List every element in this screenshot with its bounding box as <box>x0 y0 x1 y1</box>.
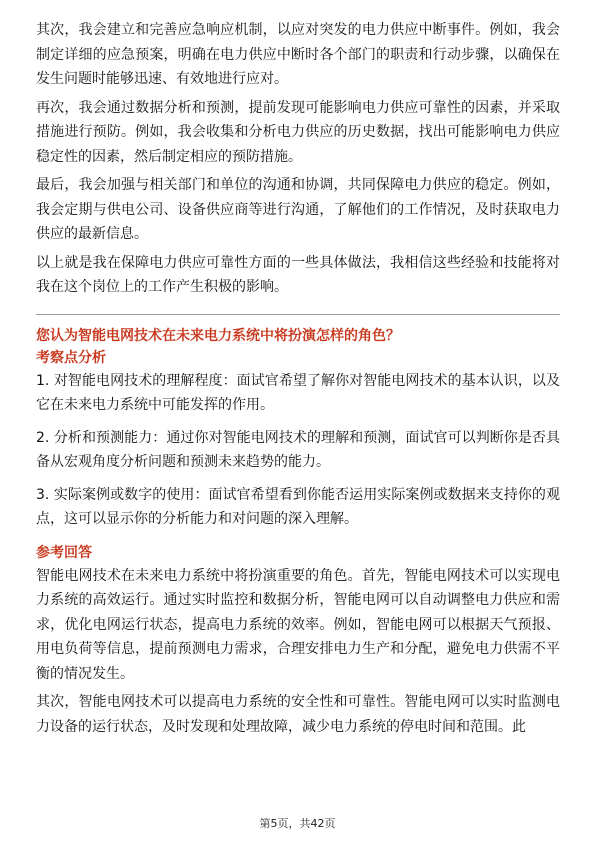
intro-paragraph: 其次，我会建立和完善应急响应机制，以应对突发的电力供应中断事件。例如，我会制定详细的应急预案，明确在电力供应中断时各个部门的职责和行动步骤，以确保在发生问题时能够迅速、有效地进行应对。 <box>36 22 560 87</box>
page-number: 第5页，共42页 <box>259 817 336 830</box>
answer-paragraph: 智能电网技术在未来电力系统中将扮演重要的角色。首先，智能电网技术可以实现电力系统的高效运行。通过实时监控和数据分析，智能电网可以自动调整电力供应和需求，优化电网运行状态，提高电力系统的效率。例如，智能电网可以根据天气预报、用电负荷等信息，提前预测电力需求，合理安排电力生产和分配，避免电力供需不平衡的情况发生。 <box>36 567 560 682</box>
analysis-item: 2. 分析和预测能力：通过你对智能电网技术的理解和预测，面试官可以判断你是否具备从宏观角度分析问题和预测未来趋势的能力。 <box>36 429 560 470</box>
section-divider <box>36 314 560 315</box>
intro-paragraph: 最后，我会加强与相关部门和单位的沟通和协调，共同保障电力供应的稳定。例如，我会定期与供电公司、设备供应商等进行沟通，了解他们的工作情况，及时获取电力供应的最新信息。 <box>36 177 560 242</box>
document-page <box>36 18 560 743</box>
intro-paragraph: 再次，我会通过数据分析和预测，提前发现可能影响电力供应可靠性的因素，并采取措施进行预防。例如，我会收集和分析电力供应的历史数据，找出可能影响电力供应稳定性的因素，然后制定相应的预防措施。 <box>36 99 560 165</box>
analysis-item: 1. 对智能电网技术的理解程度：面试官希望了解你对智能电网技术的基本认识，以及它在未来电力系统中可能发挥的作用。 <box>36 372 560 413</box>
analysis-item: 3. 实际案例或数字的使用：面试官希望看到你能否运用实际案例或数据来支持你的观点，这可以显示你的分析能力和对问题的深入理解。 <box>36 486 560 527</box>
answer-paragraph: 其次，智能电网技术可以提高电力系统的安全性和可靠性。智能电网可以实时监测电力设备的运行状态，及时发现和处理故障，减少电力系统的停电时间和范围。此 <box>36 694 560 735</box>
intro-paragraph: 以上就是我在保障电力供应可靠性方面的一些具体做法，我相信这些经验和技能将对我在这个岗位上的工作产生积极的影响。 <box>36 254 560 295</box>
answer-title: 参考回答 <box>36 544 92 561</box>
question-heading: 您认为智能电网技术在未来电力系统中将扮演怎样的角色？ <box>36 327 400 344</box>
analysis-title: 考察点分析 <box>36 349 106 366</box>
